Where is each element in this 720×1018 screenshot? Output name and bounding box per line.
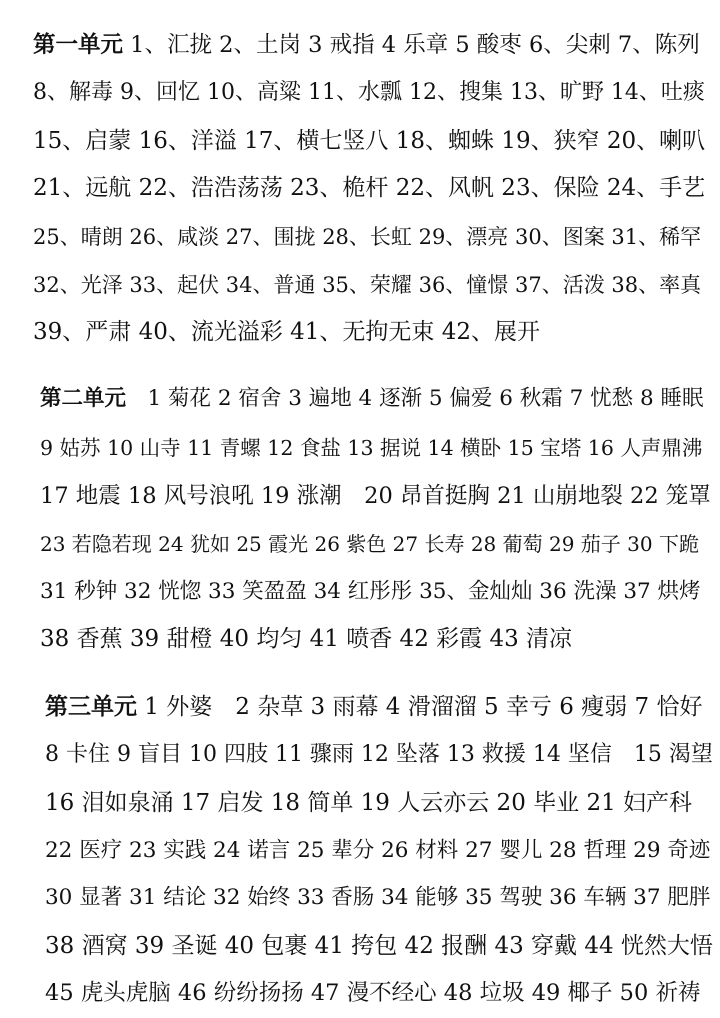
unit3-words: 1 外婆 2 杂草 3 雨幕 4 滑溜溜 5 幸亏 6 瘦弱 7 恰好 bbox=[137, 694, 703, 720]
unit3-line-5: 30 显著 31 结论 32 始终 33 香肠 34 能够 35 驾驶 36 车辆 37 肥胖 bbox=[45, 885, 711, 910]
unit3-title: 第三单元 bbox=[45, 693, 137, 720]
unit3-line-7: 45 虎头虎脑 46 纷纷扬扬 47 漫不经心 48 垃圾 49 椰子 50 祈祷 bbox=[45, 980, 701, 1006]
unit3-line-2: 8 卡住 9 盲目 10 四肢 11 骤雨 12 坠落 13 救援 14 坚信 15 渴望 bbox=[45, 742, 713, 767]
unit2-line-1 bbox=[40, 384, 703, 414]
unit2-line-4: 23 若隐若现 24 犹如 25 霞光 26 紫色 27 长寿 28 葡萄 29 茄子 30 下跪 bbox=[40, 532, 699, 556]
unit2-words: 1 菊花 2 宿舍 3 遍地 4 逐渐 5 偏爱 6 秋霜 7 忧愁 8 睡眠 bbox=[126, 386, 704, 411]
unit1-line-5: 25、晴朗 26、咸淡 27、围拢 28、长虹 29、漂亮 30、图案 31、稀罕 bbox=[33, 225, 702, 249]
unit2-title: 第二单元 bbox=[40, 386, 127, 411]
unit1-line-2: 8、解毒 9、回忆 10、高粱 11、水瓢 12、搜集 13、旷野 14、吐痰 bbox=[33, 80, 705, 105]
unit3-line-3: 16 泪如泉涌 17 启发 18 简单 19 人云亦云 20 毕业 21 妇产科 bbox=[45, 790, 693, 816]
unit1-line-7: 39、严肃 40、流光溢彩 41、无拘无束 42、展开 bbox=[33, 319, 540, 345]
unit2-line-3: 17 地震 18 风号浪吼 19 涨潮 20 昂首挺胸 21 山崩地裂 22 笼罩 bbox=[40, 483, 711, 509]
unit1-title: 第一单元 bbox=[33, 32, 124, 58]
unit1-line-4: 21、远航 22、浩浩荡荡 23、桅杆 22、风帆 23、保险 24、手艺 bbox=[33, 175, 706, 201]
unit2-line-6: 38 香蕉 39 甜橙 40 均匀 41 喷香 42 彩霞 43 清凉 bbox=[40, 626, 573, 652]
unit3-line-4: 22 医疗 23 实践 24 诺言 25 辈分 26 材料 27 婴儿 28 哲理 29 奇迹 bbox=[45, 838, 711, 863]
unit3-line-6: 38 酒窝 39 圣诞 40 包裹 41 挎包 42 报酬 43 穿戴 44 恍然大悟 bbox=[45, 933, 713, 959]
unit1-words: 1、汇拢 2、土岗 3 戒指 4 乐章 5 酸枣 6、尖刺 7、陈列 bbox=[123, 32, 700, 58]
unit2-line-5: 31 秒钟 32 恍惚 33 笑盈盈 34 红彤彤 35、金灿灿 36 洗澡 37 烘烤 bbox=[40, 579, 701, 604]
unit3-line-1 bbox=[45, 692, 702, 722]
unit1-line-1 bbox=[33, 30, 700, 60]
unit1-line-6: 32、光泽 33、起伏 34、普通 35、荣耀 36、憧憬 37、活泼 38、率真 bbox=[33, 273, 702, 297]
unit2-line-2: 9 姑苏 10 山寺 11 青螺 12 食盐 13 据说 14 横卧 15 宝塔 16 人声鼎沸 bbox=[40, 436, 703, 460]
unit1-line-3: 15、启蒙 16、洋溢 17、横七竖八 18、蜘蛛 19、狭窄 20、喇叭 bbox=[33, 128, 706, 154]
